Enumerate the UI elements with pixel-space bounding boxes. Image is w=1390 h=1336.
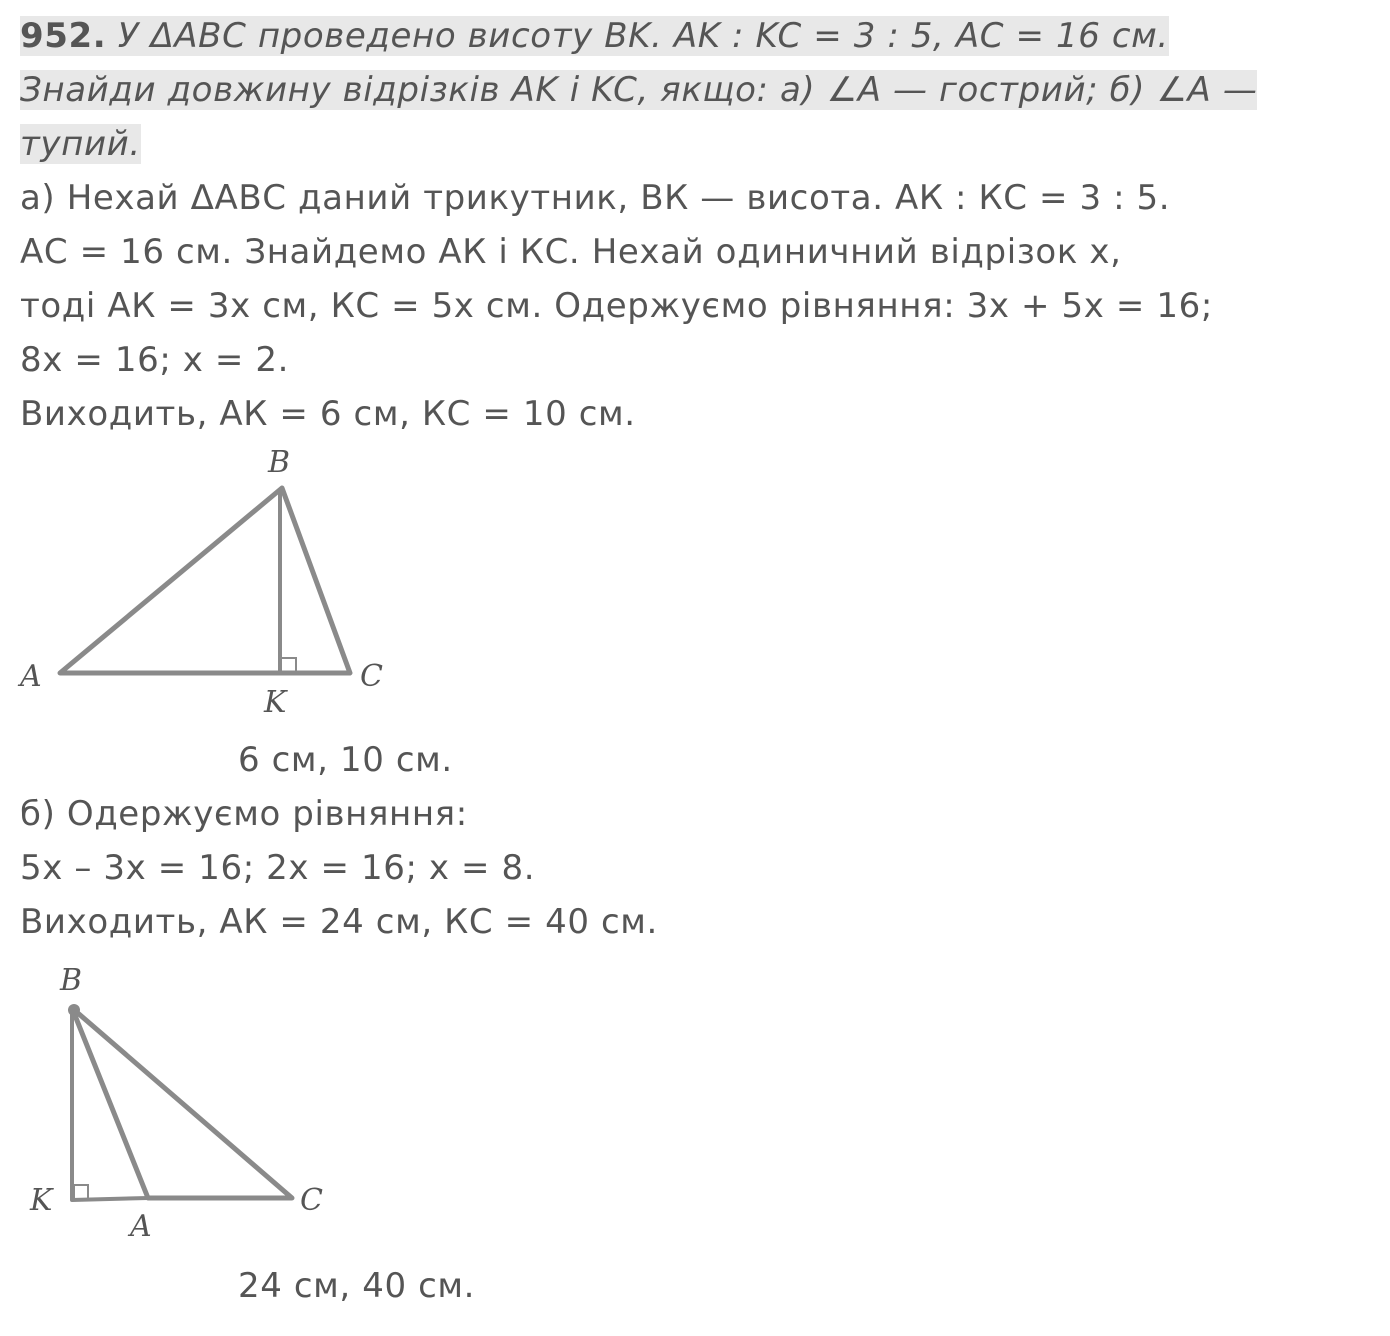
problem-line-1 — [20, 14, 1169, 58]
vertex-label-k: K — [264, 685, 287, 720]
right-angle-mark-b — [74, 1185, 88, 1199]
solution-b-line-2: 5х – 3х = 16; 2х = 16; х = 8. — [20, 848, 536, 888]
solution-b-line-3: Виходить, АК = 24 см, КС = 40 см. — [20, 902, 658, 942]
solution-a-line-2: АС = 16 см. Знайдемо АК і КС. Нехай одиничний відрізок х, — [20, 232, 1122, 272]
problem-text-2: Знайди довжину відрізків AK і KC, якщо: а) ∠A — гострий; б) ∠A — — [20, 70, 1258, 110]
solution-a-line-5: Виходить, АК = 6 см, КС = 10 см. — [20, 394, 636, 434]
problem-text-3: тупий. — [20, 124, 141, 164]
vertex-dot-b — [68, 1004, 80, 1016]
solution-a-line-4: 8х = 16; х = 2. — [20, 340, 290, 380]
vertex-label-b: B — [268, 445, 291, 480]
vertex-label-b2: B — [60, 963, 83, 998]
answer-a: 6 см, 10 см. — [238, 740, 453, 780]
triangle-figure-b — [0, 960, 360, 1260]
vertex-label-a: A — [20, 659, 42, 694]
problem-number: 952. — [20, 16, 107, 56]
problem-text-1: У ΔABC проведено висоту BK. AK : KC = 3 : 5, AC = 16 см. — [117, 16, 1169, 56]
vertex-label-k2: K — [30, 1183, 53, 1218]
triangle-abc-a — [60, 488, 350, 673]
triangle-figure-a — [0, 440, 420, 740]
solution-a-line-1: а) Нехай ΔАВС даний трикутник, ВК — висота. АК : КС = 3 : 5. — [20, 178, 1171, 218]
solution-b-line-1: б) Одержуємо рівняння: — [20, 794, 468, 834]
solution-a-line-3: тоді АК = 3х см, КС = 5х см. Одержуємо рівняння: 3х + 5х = 16; — [20, 286, 1213, 326]
vertex-label-a2: A — [130, 1209, 152, 1244]
answer-b: 24 см, 40 см. — [238, 1266, 476, 1306]
problem-line-3 — [20, 122, 141, 166]
problem-line-2 — [20, 68, 1257, 112]
triangle-abc-b — [72, 1008, 292, 1198]
vertex-label-c: C — [360, 659, 383, 694]
vertex-label-c2: C — [300, 1183, 323, 1218]
